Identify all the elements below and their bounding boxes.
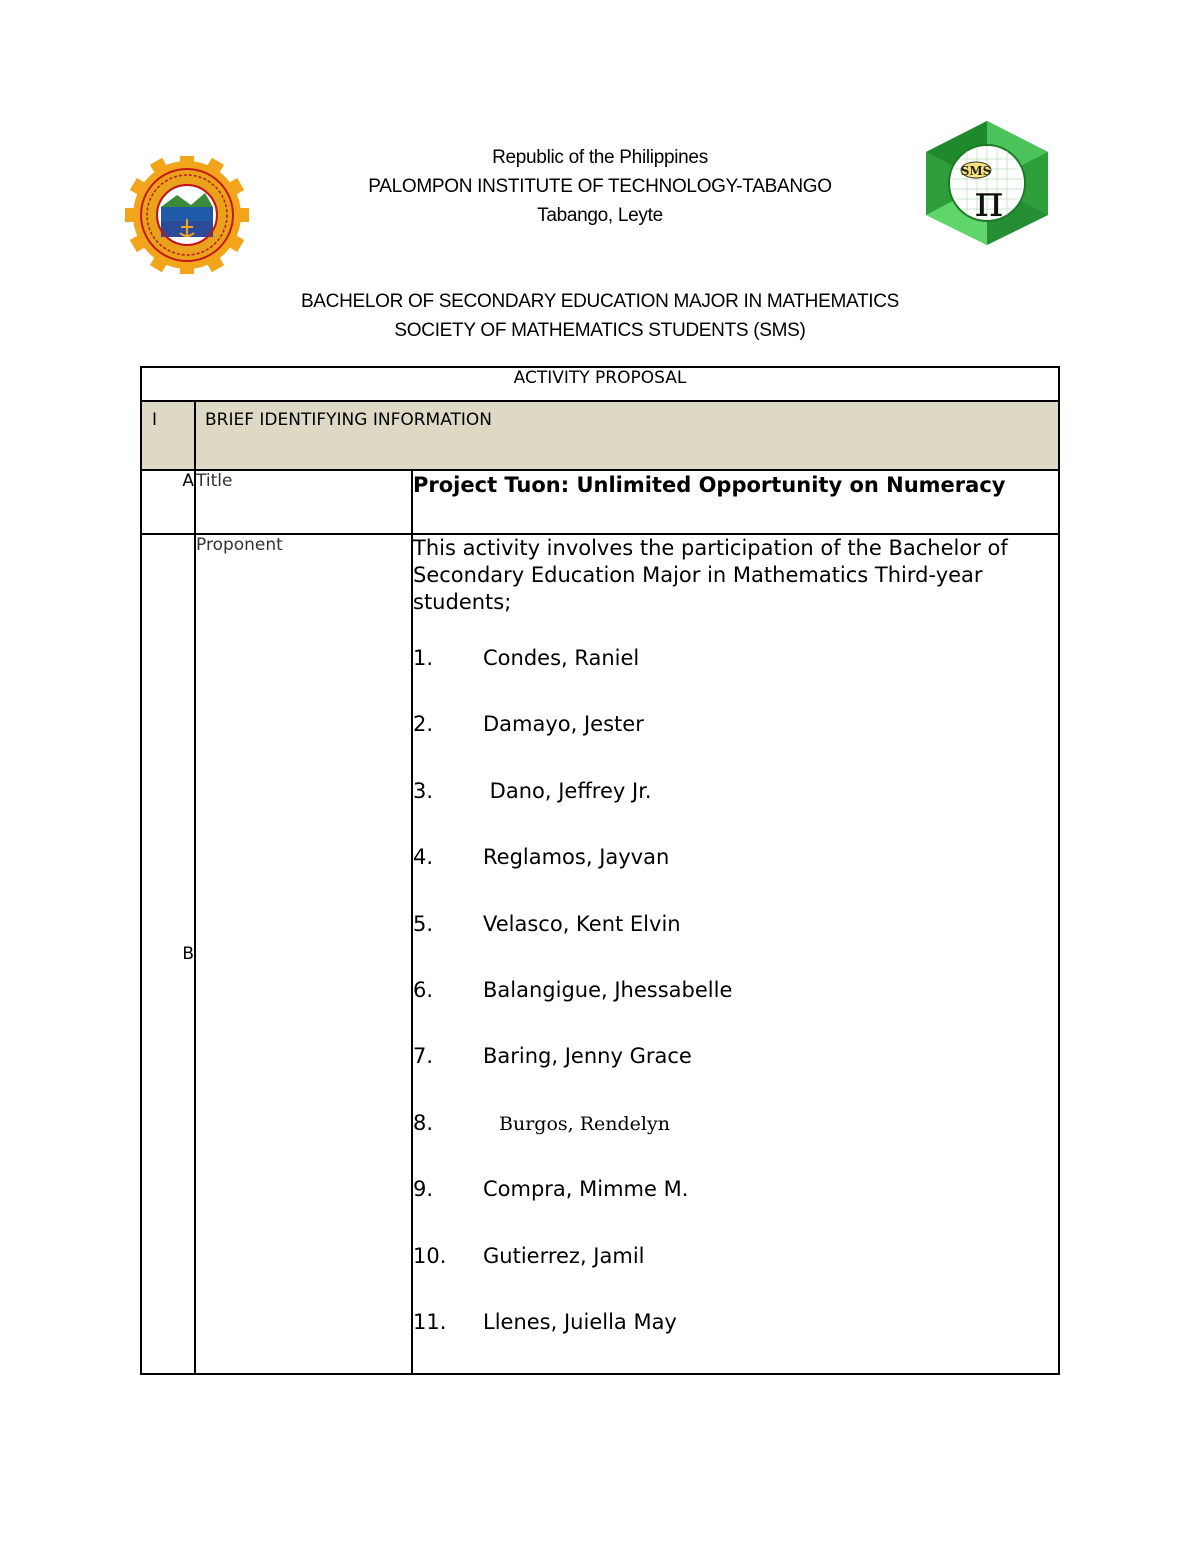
member-name: Reglamos, Jayvan (483, 845, 670, 870)
program-name: BACHELOR OF SECONDARY EDUCATION MAJOR IN MATHEMATICS (300, 291, 900, 312)
member-name: Baring, Jenny Grace (483, 1044, 692, 1069)
member-name: Condes, Raniel (483, 646, 640, 670)
sms-pi-hexagon-logo-icon (920, 119, 1054, 247)
member-number: 8. (413, 1110, 434, 1135)
project-title: Project Tuon: Unlimited Opportunity on Numeracy (412, 470, 1059, 534)
member-name: Balangigue, Jhessabelle (483, 977, 733, 1002)
row-letter: A (141, 470, 195, 534)
member-number: 9. (413, 1177, 434, 1202)
table-title: ACTIVITY PROPOSAL (141, 367, 1059, 401)
list-item (413, 909, 1058, 975)
member-number: 5. (413, 911, 434, 936)
member-name: Velasco, Kent Elvin (483, 911, 681, 936)
member-name: Burgos, Rendelyn (499, 1112, 670, 1135)
sms-logo (920, 119, 1054, 247)
member-name: Damayo, Jester (483, 712, 644, 737)
member-number: 7. (413, 1044, 434, 1069)
field-label-proponent: Proponent (195, 534, 412, 1374)
pi-symbol: π (974, 176, 1004, 227)
institution-name: PALOMPON INSTITUTE OF TECHNOLOGY-TABANGO (368, 176, 832, 197)
table-row (141, 534, 1059, 1374)
list-item (413, 1174, 1058, 1240)
list-item (413, 1241, 1058, 1307)
member-list (413, 643, 1058, 1373)
member-number: 10. (413, 1243, 447, 1268)
member-number: 4. (413, 845, 434, 870)
proponent-intro: This activity involves the participation of the Bachelor of Secondary Education Major in Mathematics Third-year students; (413, 536, 1008, 614)
institution-location: Tabango, Leyte (537, 205, 663, 226)
organization-name: SOCIETY OF MATHEMATICS STUDENTS (SMS) (394, 320, 806, 341)
country-name: Republic of the Philippines (492, 147, 708, 168)
section-heading: BRIEF IDENTIFYING INFORMATION (195, 401, 1059, 470)
list-item (413, 709, 1058, 775)
row-letter: B (141, 534, 195, 1374)
section-number: I (141, 401, 195, 470)
list-item (413, 1041, 1058, 1107)
list-item (413, 643, 1058, 709)
proponent-value (412, 534, 1059, 1374)
field-label-title: Title (195, 470, 412, 534)
document-header (300, 143, 900, 230)
table-title-row (141, 367, 1059, 401)
list-item (413, 975, 1058, 1041)
member-name: Gutierrez, Jamil (483, 1243, 645, 1268)
list-item (413, 776, 1058, 842)
activity-proposal-table (140, 366, 1060, 1375)
school-seal-logo (122, 156, 252, 274)
list-item (413, 842, 1058, 908)
member-number: 3. (413, 778, 434, 803)
member-name: Compra, Mimme M. (483, 1177, 689, 1202)
section-row (141, 401, 1059, 470)
sms-logo-text: SMS (960, 164, 992, 178)
list-item (413, 1307, 1058, 1373)
member-name: Dano, Jeffrey Jr. (483, 778, 652, 803)
member-name: Llenes, Juiella May (483, 1309, 677, 1334)
member-number: 6. (413, 977, 434, 1002)
list-item (413, 1108, 1058, 1174)
member-number: 11. (413, 1309, 447, 1334)
school-seal-gear-logo-icon (122, 156, 252, 274)
member-number: 1. (413, 646, 434, 670)
member-number: 2. (413, 712, 434, 737)
program-header (200, 287, 1000, 345)
table-row (141, 470, 1059, 534)
